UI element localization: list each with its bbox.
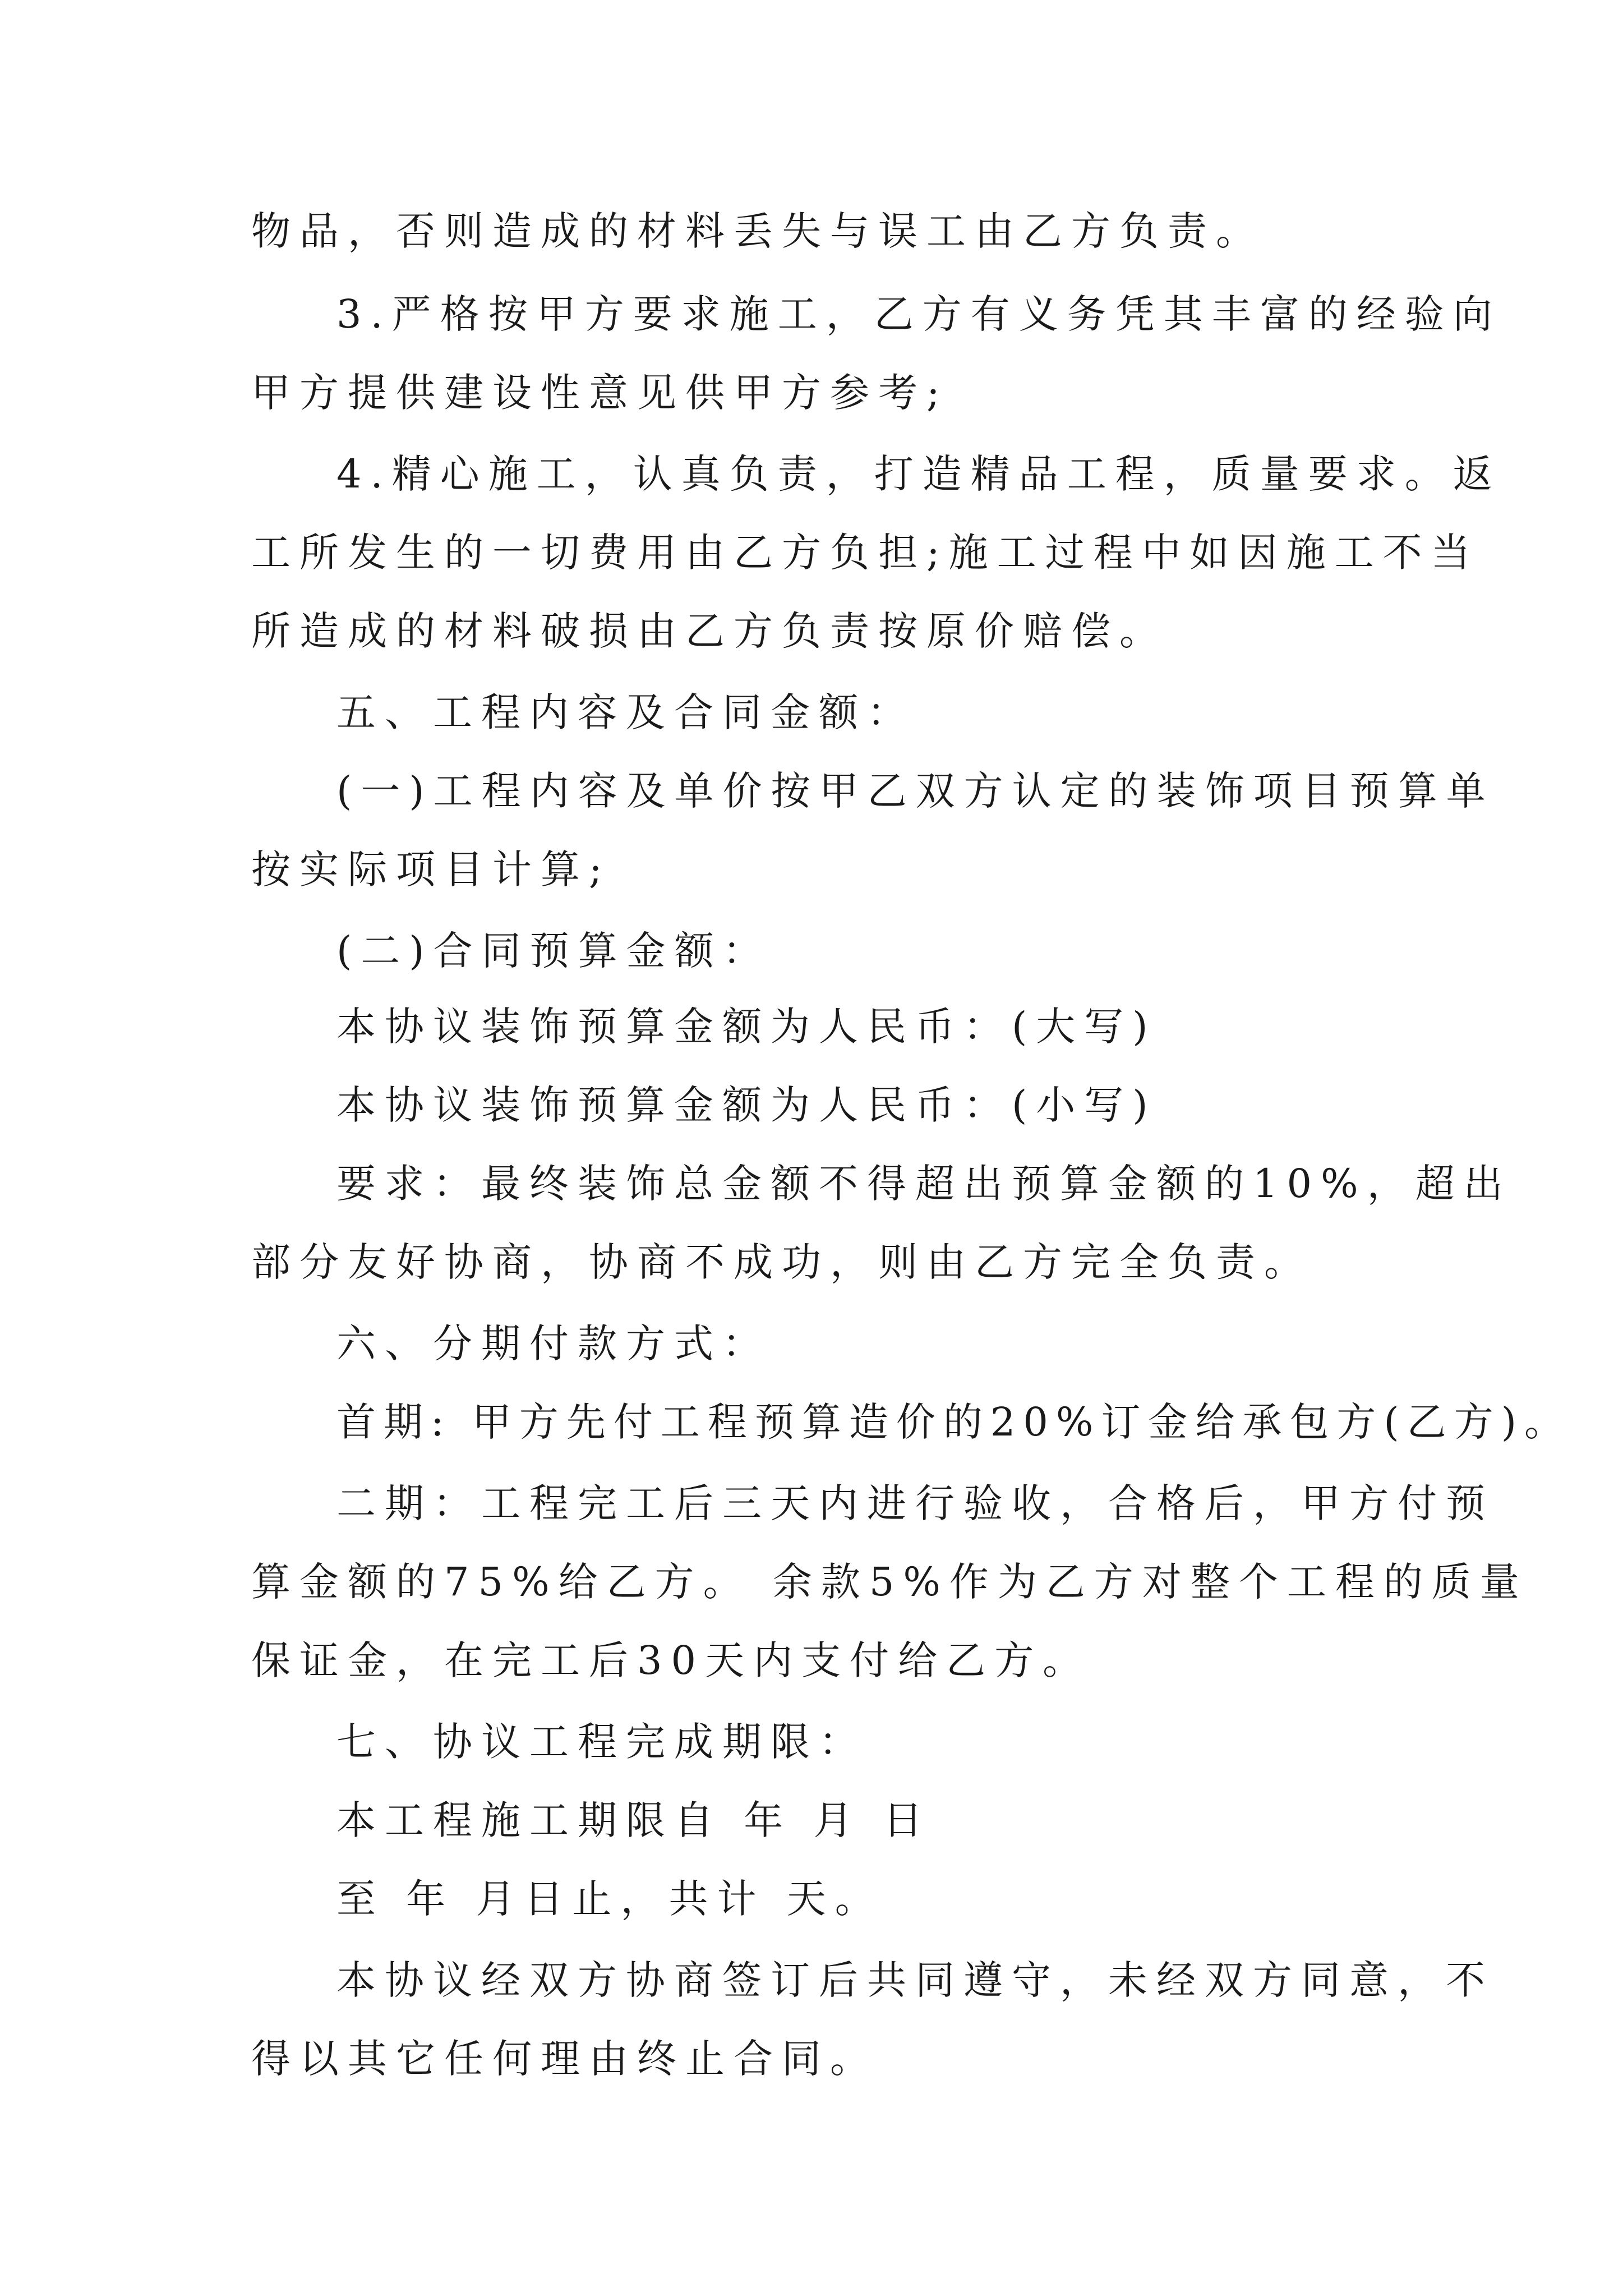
paragraph-line: 所造成的材料破损由乙方负责按原价赔偿。 — [251, 608, 1168, 654]
paragraph-line: 得以其它任何理由终止合同。 — [251, 2036, 878, 2082]
paragraph-line: 二期：工程完工后三天内进行验收，合格后，甲方付预 — [336, 1480, 1494, 1526]
paragraph-line: 算金额的75%给乙方。 余款5%作为乙方对整个工程的质量 — [251, 1559, 1528, 1605]
paragraph-line: 部分友好协商，协商不成功，则由乙方完全负责。 — [251, 1239, 1312, 1285]
paragraph-line: 保证金，在完工后30天内支付给乙方。 — [251, 1637, 1091, 1683]
paragraph-line: 工所发生的一切费用由乙方负担;施工过程中如因施工不当 — [251, 530, 1479, 576]
paragraph-line: (二)合同预算金额： — [336, 928, 771, 974]
paragraph-line: 物品，否则造成的材料丢失与误工由乙方负责。 — [251, 208, 1264, 254]
paragraph-line: 首期: 甲方先付工程预算造价的20%订金给承包方(乙方)。 — [336, 1399, 1572, 1445]
paragraph-line: 按实际项目计算; — [251, 846, 611, 892]
paragraph-line: 3.严格按甲方要求施工，乙方有义务凭其丰富的经验向 — [336, 291, 1501, 337]
paragraph-line: 甲方提供建设性意见供甲方参考; — [251, 370, 949, 416]
paragraph-line: 要求：最终装饰总金额不得超出预算金额的10%，超出 — [336, 1161, 1512, 1207]
paragraph-line: (一)工程内容及单价按甲乙双方认定的装饰项目预算单 — [336, 768, 1495, 814]
paragraph-line: 本协议装饰预算金额为人民币：(大写) — [336, 1004, 1157, 1050]
paragraph-line: 本协议经双方协商签订后共同遵守，未经双方同意，不 — [336, 1957, 1494, 2003]
paragraph-line: 4.精心施工，认真负责，打造精品工程，质量要求。返 — [336, 451, 1501, 497]
section-heading: 六、分期付款方式： — [336, 1320, 771, 1366]
paragraph-line: 本协议装饰预算金额为人民币：(小写) — [336, 1082, 1157, 1128]
paragraph-line: 至 年 月日止，共计 天。 — [336, 1876, 883, 1922]
paragraph-line: 本工程施工期限自 年 月 日 — [336, 1797, 932, 1843]
section-heading: 五、工程内容及合同金额： — [336, 689, 915, 735]
section-heading: 七、协议工程完成期限： — [336, 1719, 867, 1765]
